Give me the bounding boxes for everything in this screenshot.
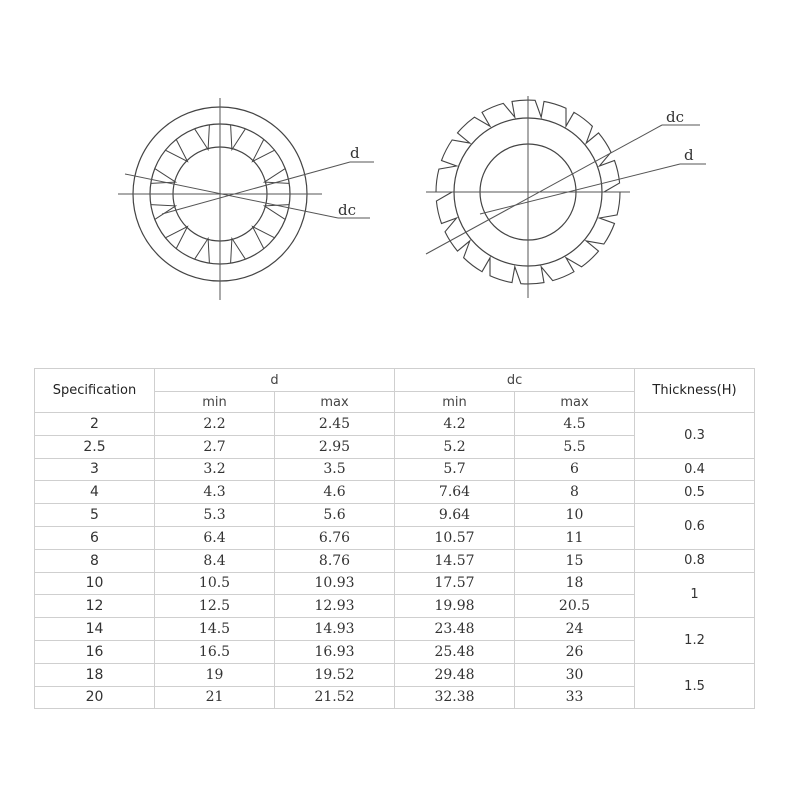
dc-max-cell: 24: [515, 618, 635, 641]
spec-cell: 20: [35, 686, 155, 709]
spec-cell: 12: [35, 595, 155, 618]
dc-max-cell: 11: [515, 526, 635, 549]
dc-min-cell: 25.48: [395, 640, 515, 663]
dc-min-cell: 7.64: [395, 481, 515, 504]
dc-max-cell: 18: [515, 572, 635, 595]
table-row: [35, 663, 755, 686]
dc-min-cell: 5.7: [395, 458, 515, 481]
d-min-cell: 3.2: [155, 458, 275, 481]
dc-min-cell: 32.38: [395, 686, 515, 709]
tooth: [165, 139, 187, 161]
right-d-label: d: [684, 146, 694, 164]
d-leader-line: [162, 162, 350, 214]
dc-leader-line: [426, 125, 662, 254]
d-min-cell: 2.2: [155, 413, 275, 436]
thickness-cell: 0.3: [635, 413, 755, 459]
spec-cell: 10: [35, 572, 155, 595]
table-row: [35, 458, 755, 481]
dc-max-cell: 5.5: [515, 435, 635, 458]
spec-cell: 3: [35, 458, 155, 481]
dc-min-cell: 10.57: [395, 526, 515, 549]
spec-cell: 5: [35, 504, 155, 527]
d-max-cell: 4.6: [275, 481, 395, 504]
dc-min-cell: 5.2: [395, 435, 515, 458]
d-max-cell: 8.76: [275, 549, 395, 572]
dc-min-cell: 19.98: [395, 595, 515, 618]
spec-cell: 4: [35, 481, 155, 504]
internal-tooth-washer: [118, 98, 374, 300]
thickness-cell: 0.6: [635, 504, 755, 550]
d-max-cell: 6.76: [275, 526, 395, 549]
tooth: [253, 139, 275, 161]
d-max-cell: 16.93: [275, 640, 395, 663]
d-min-cell: 4.3: [155, 481, 275, 504]
header-d-max: max: [275, 392, 395, 413]
d-max-cell: 21.52: [275, 686, 395, 709]
dc-max-cell: 30: [515, 663, 635, 686]
d-max-cell: 2.95: [275, 435, 395, 458]
table-row: [35, 504, 755, 527]
spec-cell: 18: [35, 663, 155, 686]
table-row: [35, 481, 755, 504]
spec-cell: 2.5: [35, 435, 155, 458]
dc-min-cell: 23.48: [395, 618, 515, 641]
d-min-cell: 5.3: [155, 504, 275, 527]
left-d-label: d: [350, 144, 360, 162]
header-d-min: min: [155, 392, 275, 413]
thickness-cell: 1.5: [635, 663, 755, 709]
dc-max-cell: 4.5: [515, 413, 635, 436]
d-max-cell: 19.52: [275, 663, 395, 686]
header-specification: Specification: [35, 369, 155, 413]
dc-max-cell: 10: [515, 504, 635, 527]
spec-cell: 2: [35, 413, 155, 436]
spec-cell: 6: [35, 526, 155, 549]
left-dc-label: dc: [338, 201, 357, 219]
d-max-cell: 2.45: [275, 413, 395, 436]
dc-min-cell: 17.57: [395, 572, 515, 595]
table-row: [35, 618, 755, 641]
d-min-cell: 8.4: [155, 549, 275, 572]
header-thickness: Thickness(H): [635, 369, 755, 413]
tooth: [253, 227, 275, 249]
thickness-cell: 1: [635, 572, 755, 618]
spec-table: [34, 368, 755, 709]
d-min-cell: 12.5: [155, 595, 275, 618]
table-row: [35, 572, 755, 595]
d-min-cell: 16.5: [155, 640, 275, 663]
dc-max-cell: 33: [515, 686, 635, 709]
header-dc-min: min: [395, 392, 515, 413]
dc-max-cell: 15: [515, 549, 635, 572]
header-dc: dc: [395, 369, 635, 392]
d-min-cell: 19: [155, 663, 275, 686]
washer-drawing: [0, 0, 800, 330]
d-leader-line: [480, 164, 680, 214]
dc-min-cell: 4.2: [395, 413, 515, 436]
dc-min-cell: 14.57: [395, 549, 515, 572]
table-row: [35, 549, 755, 572]
spec-cell: 16: [35, 640, 155, 663]
table-row: [35, 413, 755, 436]
tooth: [165, 227, 187, 249]
spec-cell: 8: [35, 549, 155, 572]
external-tooth-washer: [426, 96, 706, 298]
thickness-cell: 0.4: [635, 458, 755, 481]
d-min-cell: 2.7: [155, 435, 275, 458]
thickness-cell: 1.2: [635, 618, 755, 664]
spec-table-body: [35, 413, 755, 709]
d-min-cell: 6.4: [155, 526, 275, 549]
thickness-cell: 0.5: [635, 481, 755, 504]
right-dc-label: dc: [666, 108, 685, 126]
dc-min-cell: 29.48: [395, 663, 515, 686]
dc-max-cell: 20.5: [515, 595, 635, 618]
d-max-cell: 14.93: [275, 618, 395, 641]
d-min-cell: 10.5: [155, 572, 275, 595]
d-max-cell: 12.93: [275, 595, 395, 618]
d-max-cell: 3.5: [275, 458, 395, 481]
thickness-cell: 0.8: [635, 549, 755, 572]
dc-max-cell: 6: [515, 458, 635, 481]
d-min-cell: 14.5: [155, 618, 275, 641]
d-min-cell: 21: [155, 686, 275, 709]
dc-max-cell: 8: [515, 481, 635, 504]
dc-max-cell: 26: [515, 640, 635, 663]
spec-cell: 14: [35, 618, 155, 641]
d-max-cell: 10.93: [275, 572, 395, 595]
header-dc-max: max: [515, 392, 635, 413]
dc-min-cell: 9.64: [395, 504, 515, 527]
header-d: d: [155, 369, 395, 392]
d-max-cell: 5.6: [275, 504, 395, 527]
